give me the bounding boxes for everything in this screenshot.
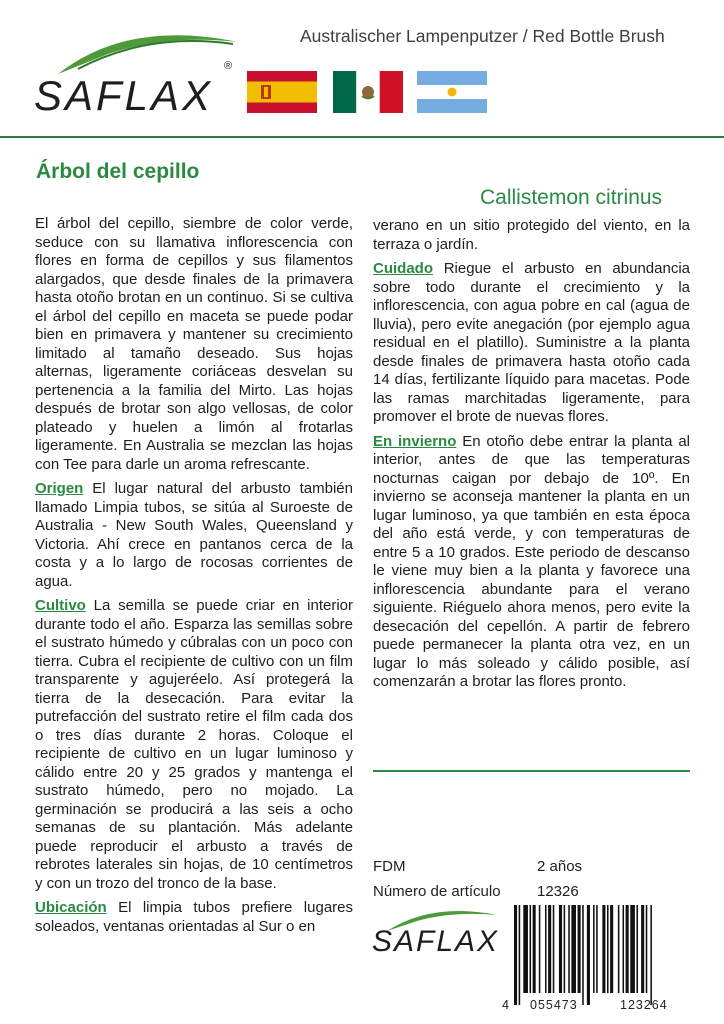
barcode-bar xyxy=(568,905,570,993)
brand-name-bottom: SAFLAX xyxy=(372,925,500,958)
brand-name: SAFLAX xyxy=(34,72,214,119)
barcode-bar xyxy=(582,905,584,1005)
barcode-bar xyxy=(559,905,562,993)
fdm-label: FDM xyxy=(373,858,406,875)
barcode-first-digit: 4 xyxy=(502,998,509,1012)
barcode-right-group: 123264 xyxy=(620,998,668,1012)
barcode-bar xyxy=(641,905,644,993)
barcode-bar xyxy=(646,905,648,993)
barcode-bar xyxy=(519,905,521,1005)
barcode-bar xyxy=(610,905,613,993)
invierno-section xyxy=(373,433,690,692)
info-divider xyxy=(373,770,690,772)
barcode-bar xyxy=(602,905,605,993)
ubicacion-text: El limpia tubos prefiere lugares soleados, ventanas orientadas al Sur o en xyxy=(35,899,353,935)
mexico-flag xyxy=(333,71,403,113)
barcode-bar xyxy=(626,905,629,993)
latin-plant-name: Callistemon citrinus xyxy=(480,186,663,209)
barcode-bar xyxy=(571,905,576,993)
barcode-bar xyxy=(530,905,532,993)
barcode-bar xyxy=(545,905,547,993)
barcode-bar xyxy=(548,905,551,993)
intro-paragraph: El árbol del cepillo, siembre de color verde, seduce con su llamativa inflorescencia con flores en forma de cepillos y sus filamentos alargados, que desde finales de la primavera hasta otoño brotan en un continuo. Si se cultiva el árbol del cepillo en maceta se puede podar bien en primavera y mantener su crecimiento limitado al tamaño deseado. Sus hojas alternas, ligeramente coriáceas desvelan su pertenencia a la familia del Mirto. Las hojas después de brotar son algo vellosas, de color plateado y huelen a limón al frotarlas ligeramente. En Australia se mezclan las hojas con Tee para darle un aroma refrescante. xyxy=(35,215,353,473)
ubicacion-continuation: verano en un sitio protegido del viento, en la terraza o jardín. xyxy=(373,217,690,253)
header-divider xyxy=(0,136,724,138)
barcode-bar xyxy=(618,905,620,993)
barcode-bar xyxy=(587,905,590,1005)
ubicacion-section xyxy=(35,899,353,936)
barcode-bar xyxy=(564,905,566,993)
left-column xyxy=(35,215,353,942)
saflax-logo-bottom xyxy=(372,905,502,975)
barcode-bar xyxy=(630,905,635,993)
barcode-bar xyxy=(623,905,625,993)
barcode xyxy=(500,905,700,1015)
barcode-bar xyxy=(553,905,555,993)
invierno-text: En otoño debe entrar la planta al interior, antes de que las temperaturas nocturnas caigan por debajo de 10º. En invierno se aconseja mantener la planta en un lugar luminoso, ya que también en esta época del año está verde, y con temperaturas de entre 5 a 10 grados. Este periodo de descanso le viene muy bien a la planta y favorece una inflorescencia abundante para el verano siguiente. Riéguelo ahora menos, pero evite la desecación del cepellón. A partir de febrero puede permanecer la planta otra vez, en un lugar lo más soleado y cálido posible, así comenzarán a brotar las flores pronto. xyxy=(373,432,690,690)
barcode-bar xyxy=(607,905,609,993)
article-number-label: Número de artículo xyxy=(373,883,501,900)
barcode-left-group: 055473 xyxy=(530,998,578,1012)
saflax-logo xyxy=(34,24,244,124)
argentina-flag xyxy=(417,71,487,113)
ubicacion-heading: Ubicación xyxy=(35,899,107,916)
product-title: Australischer Lampenputzer / Red Bottle Brush xyxy=(300,26,665,46)
spanish-plant-name: Árbol del cepillo xyxy=(36,160,200,183)
barcode-bar xyxy=(533,905,536,993)
registered-mark: ® xyxy=(224,60,233,72)
barcode-bar xyxy=(596,905,598,993)
cuidado-section xyxy=(373,260,690,427)
barcode-bar xyxy=(578,905,581,993)
barcode-bar xyxy=(514,905,517,1005)
barcode-bars xyxy=(500,905,700,1005)
barcode-bar xyxy=(523,905,528,993)
barcode-bar xyxy=(650,905,652,1005)
cultivo-heading: Cultivo xyxy=(35,597,86,614)
origen-section xyxy=(35,480,353,591)
cultivo-section xyxy=(35,597,353,893)
origen-text: El lugar natural del arbusto también llamado Limpia tubos, se sitúa al Suroeste de Australia - New South Wales, Queensland y Victoria. Ahí crece en pantanos cerca de la costa y a lo largo de rocosas corrientes de agua. xyxy=(35,480,353,590)
barcode-bar xyxy=(593,905,595,993)
invierno-heading: En invierno xyxy=(373,432,457,450)
fdm-value: 2 años xyxy=(537,858,583,875)
barcode-bar xyxy=(539,905,541,993)
barcode-bar xyxy=(636,905,638,993)
cuidado-text: Riegue el arbusto en abundancia sobre todo durante el crecimiento y la inflorescencia, con agua pobre en cal (agua de lluvia), pero evite anegación (por ejemplo agua residual en el platillo). Suministre a la planta desde finales de primavera hasta otoño cada 14 días, fertilizante líquido para macetas. Pode las ramas marchitadas ligeramente, para promover el brote de nuevas flores. xyxy=(373,260,690,425)
cultivo-text: La semilla se puede criar en interior durante todo el año. Esparza las semillas sobre el sustrato húmedo y cúbralas con un poco con tierra. Cubra el recipiente de cultivo con un film transparente y agujeréelo. Así protegerá la tierra de la desecación. Para evitar la putrefacción del sustrato retire el film cada dos o tres días durante 2 horas. Coloque el recipiente de cultivo en un lugar luminoso y cálido entre 20 y 25 grados y mantenga el sustrato húmedo, pero no mojado. La germinación se producirá a las seis a ocho semanas de su plantación. Más adelante puede reproducir el arbusto a través de rebrotes laterales sin hojas, de 10 centímetros y con un trozo del tronco de la base. xyxy=(35,597,353,892)
cuidado-heading: Cuidado xyxy=(373,260,433,277)
spain-flag xyxy=(247,71,317,113)
origen-heading: Origen xyxy=(35,480,84,497)
right-column xyxy=(373,217,690,698)
article-number-value: 12326 xyxy=(537,883,579,900)
